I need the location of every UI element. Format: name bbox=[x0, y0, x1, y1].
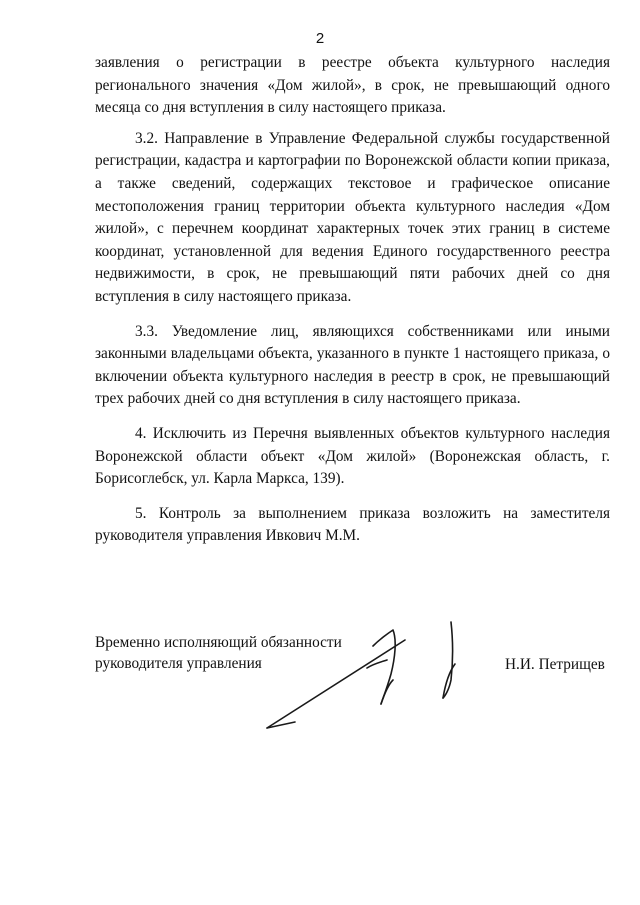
page-number: 2 bbox=[315, 30, 325, 47]
signatory-name: Н.И. Петрищев bbox=[505, 656, 605, 673]
document-body bbox=[95, 52, 610, 548]
handwritten-signature-icon bbox=[255, 610, 495, 740]
paragraph-5: 5. Контроль за выполнением приказа возложить на заместителя руководителя управления Ивкович М.М. bbox=[95, 504, 610, 545]
paragraph-3-2: 3.2. Направление в Управление Федеральной службы государственной регистрации, кадастра и картографии по Воронежской области копии приказа, а также сведений, содержащих текстовое и графическое описание местоположения границ территории объекта культурного наследия «Дом жилой», с перечнем координат характерных точек этих границ в системе координат, установленной для ведения Единого государственного реестра недвижимости, в срок, не превышающий пяти рабочих дней со дня вступления в силу настоящего приказа. bbox=[95, 129, 610, 305]
paragraph-continuation: заявления о регистрации в реестре объекта культурного наследия регионального значения «Дом жилой», в срок, не превышающий одного месяца со дня вступления в силу настоящего приказа. bbox=[95, 54, 610, 117]
paragraph-3-3: 3.3. Уведомление лиц, являющихся собственниками или иными законными владельцами объекта, указанного в пункте 1 настоящего приказа, о включении объекта культурного наследия в реестр в срок, не превышающий трех рабочих дней со дня вступления в силу настоящего приказа. bbox=[95, 322, 610, 408]
signatory-position-line-2: руководителя управления bbox=[95, 655, 262, 672]
signatory-position-line-1: Временно исполняющий обязанности bbox=[95, 634, 342, 651]
paragraph-4: 4. Исключить из Перечня выявленных объектов культурного наследия Воронежской области объект «Дом жилой» (Воронежская область, г. Борисоглебск, ул. Карла Маркса, 139). bbox=[95, 424, 610, 488]
